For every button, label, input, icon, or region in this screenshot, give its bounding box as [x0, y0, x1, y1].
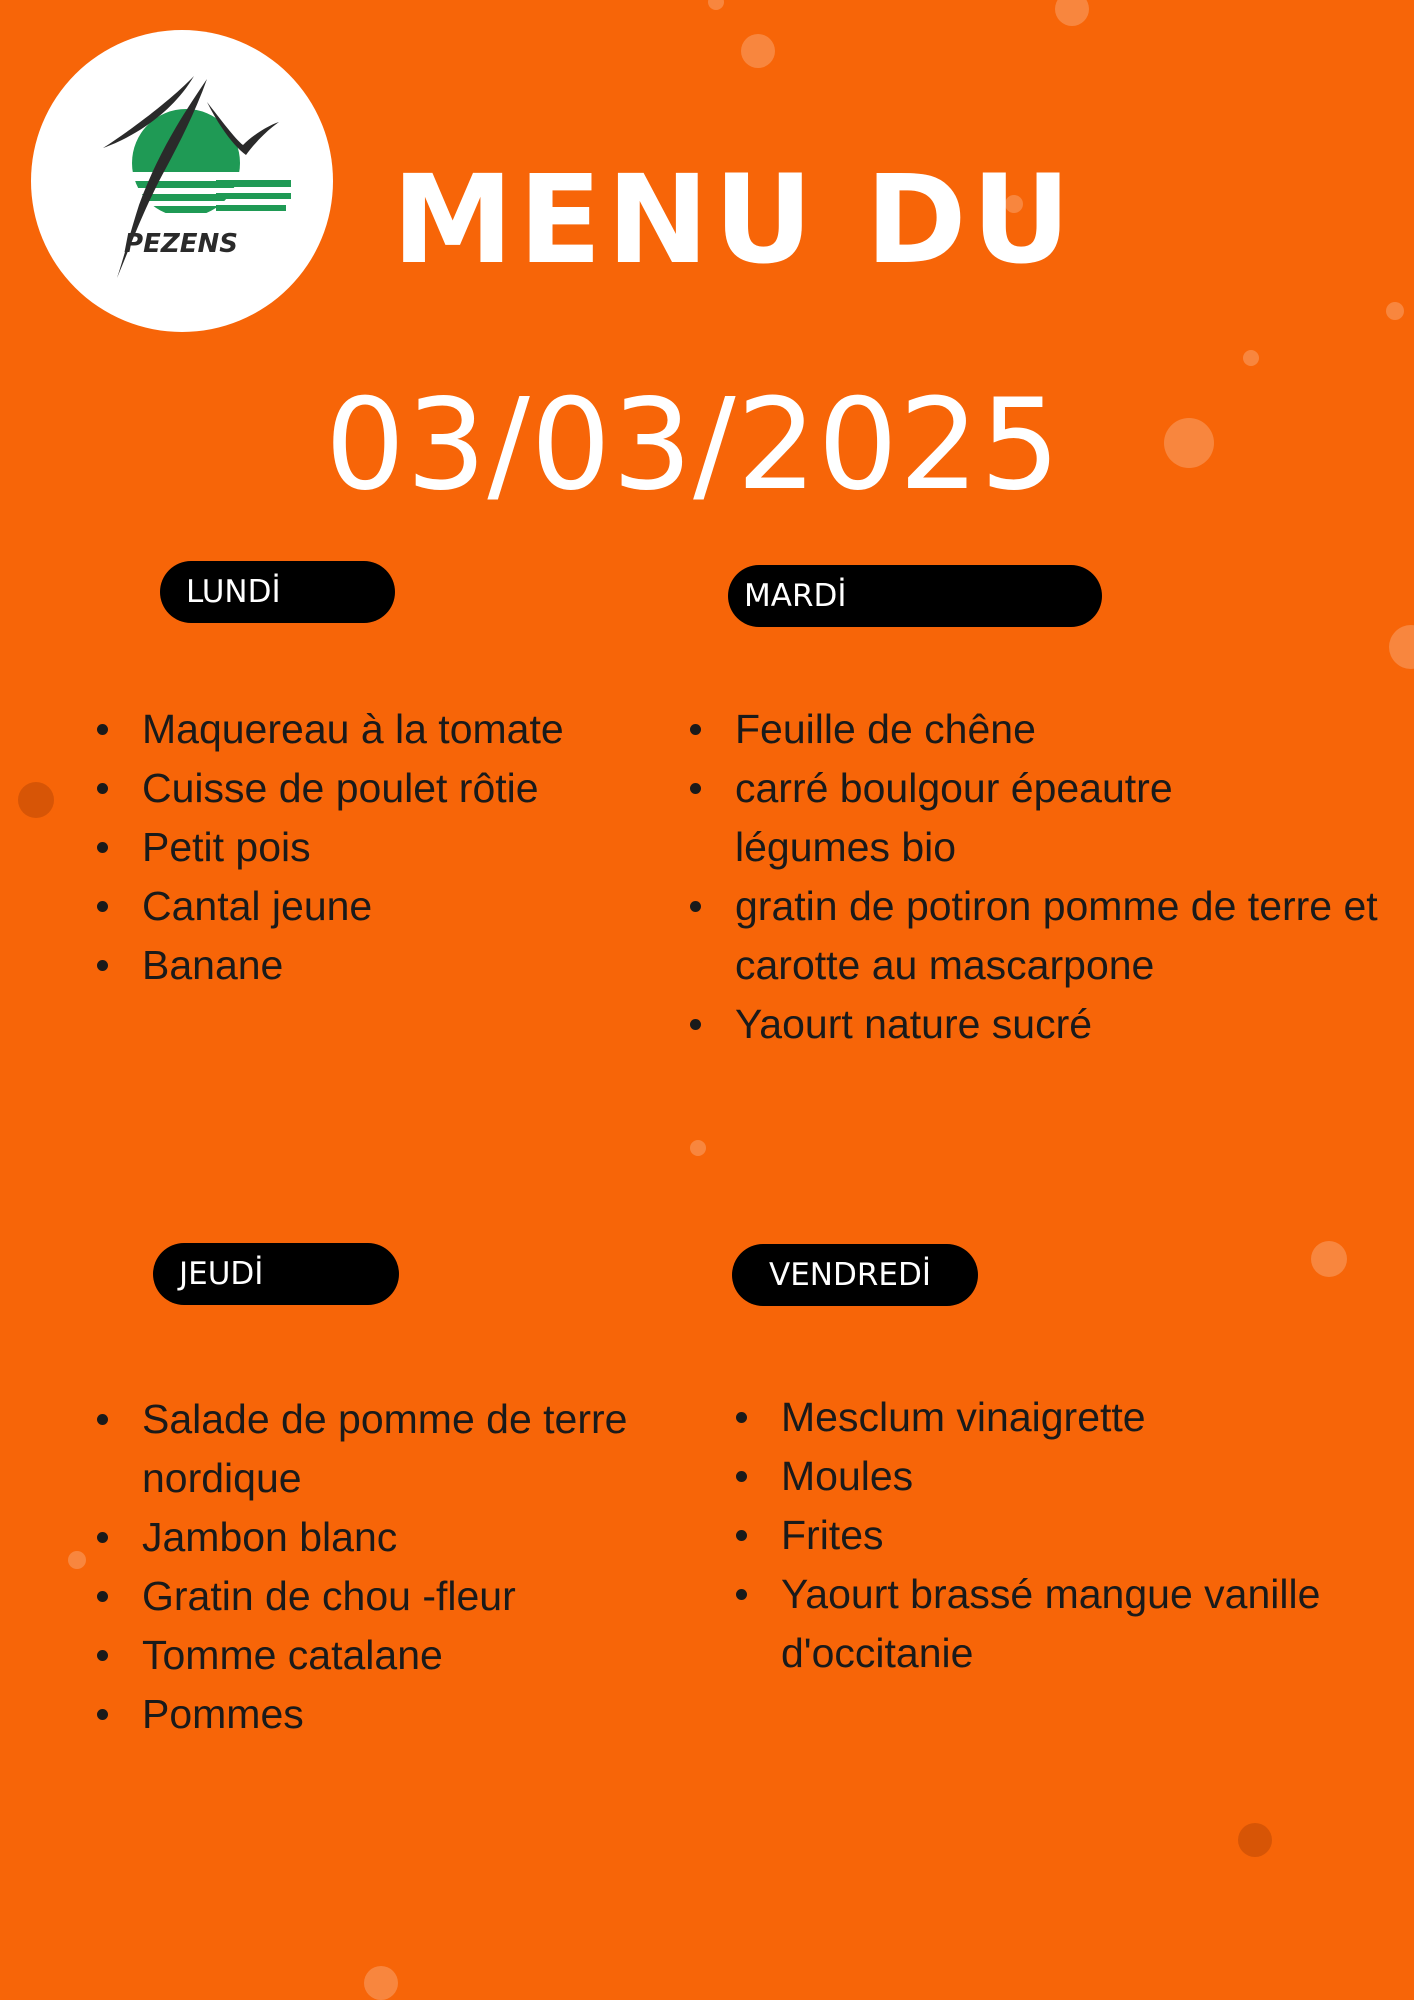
list-item: Banane: [95, 936, 685, 995]
list-item: Yaourt brassé mangue vanille d'occitanie: [734, 1565, 1394, 1683]
decor-bubble: [68, 1551, 86, 1569]
list-item: carré boulgour épeautre légumes bio: [688, 759, 1205, 877]
menu-list-vendredi: [734, 1388, 1394, 1683]
list-item: Tomme catalane: [95, 1626, 695, 1685]
decor-bubble: [741, 34, 775, 68]
pezens-emblem-icon: [31, 30, 333, 332]
list-item: Petit pois: [95, 818, 685, 877]
day-pill-jeudi: JEUDİ: [153, 1243, 399, 1305]
list-item: Yaourt nature sucré: [688, 995, 1378, 1054]
decor-bubble: [364, 1966, 398, 2000]
pezens-logo: [31, 30, 333, 332]
list-item: Moules: [734, 1447, 1394, 1506]
menu-list-mardi: [688, 700, 1378, 1054]
list-item: Pommes: [95, 1685, 695, 1744]
decor-bubble: [1389, 625, 1414, 669]
day-pill-lundi: LUNDİ: [160, 561, 395, 623]
decor-bubble: [1164, 418, 1214, 468]
logo-text: PEZENS: [124, 229, 238, 259]
menu-title: MENU DU: [392, 149, 1076, 291]
menu-list-jeudi: [95, 1390, 695, 1744]
decor-bubble: [1238, 1823, 1272, 1857]
list-item: Feuille de chêne: [688, 700, 1378, 759]
decor-bubble: [690, 1140, 706, 1156]
list-item: Mesclum vinaigrette: [734, 1388, 1394, 1447]
decor-bubble: [1386, 302, 1404, 320]
decor-bubble: [708, 0, 724, 10]
day-pill-vendredi: VENDREDİ: [732, 1244, 978, 1306]
list-item: Frites: [734, 1506, 1394, 1565]
list-item: Salade de pomme de terre nordique: [95, 1390, 695, 1508]
menu-list-lundi: [95, 700, 685, 995]
decor-bubble: [1243, 350, 1259, 366]
list-item: Cuisse de poulet rôtie: [95, 759, 685, 818]
menu-date: 03/03/2025: [325, 371, 1062, 518]
list-item: Cantal jeune: [95, 877, 685, 936]
day-pill-mardi: MARDİ: [728, 565, 1102, 627]
decor-bubble: [18, 782, 54, 818]
list-item: Gratin de chou -fleur: [95, 1567, 695, 1626]
list-item: Maquereau à la tomate: [95, 700, 685, 759]
list-item: gratin de potiron pomme de terre et carotte au mascarpone: [688, 877, 1378, 995]
decor-bubble: [1055, 0, 1089, 26]
list-item: Jambon blanc: [95, 1508, 695, 1567]
decor-bubble: [1311, 1241, 1347, 1277]
